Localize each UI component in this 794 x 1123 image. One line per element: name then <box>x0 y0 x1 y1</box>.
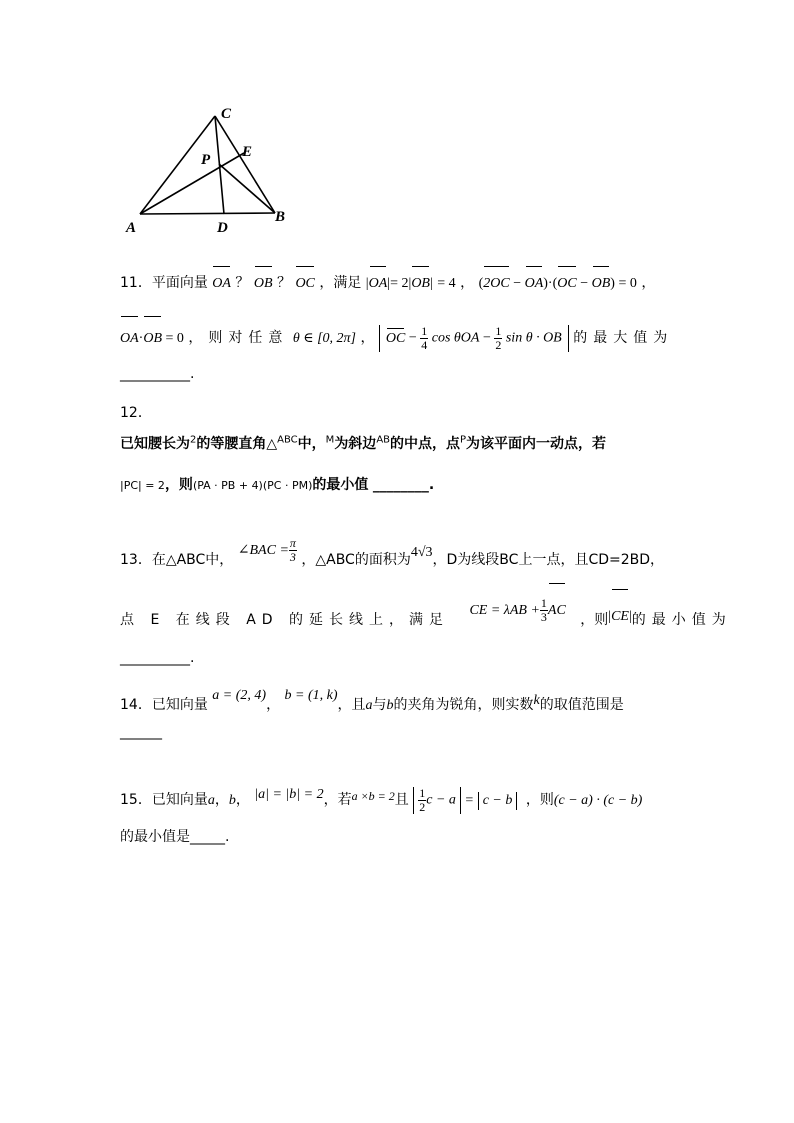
q11-minus-1: − <box>513 276 522 291</box>
q14-text-d: 的取值范围是 <box>539 697 624 713</box>
label-c: C <box>221 106 232 122</box>
q13-text-d: 点 E 在线段 AD 的延长线上，满足 <box>120 612 450 628</box>
q15-comma: ， <box>214 792 229 808</box>
q11-sep2: ？ <box>276 275 291 291</box>
q15-expr1: c − a <box>426 793 456 808</box>
q14-text-b: ，且 <box>337 697 366 713</box>
q13-tail: 的最小值为 <box>631 612 732 628</box>
q13-ce-eq: CE = λAB + <box>469 603 540 618</box>
q13-one: 1 <box>540 595 547 610</box>
q11-prefix: 平面向量 <box>151 275 208 291</box>
q13-number: 13． <box>120 552 152 568</box>
q15-expr2: c − b <box>482 793 513 808</box>
q11-vec-ob: OB <box>254 269 273 299</box>
q15-half-den: 2 <box>419 800 426 815</box>
q14-text-c: 的夹角为锐角，则实数 <box>393 697 534 713</box>
q11-dot-ob: OB <box>143 319 162 359</box>
q15-number: 15． <box>120 792 152 808</box>
q11-max-expr <box>379 325 569 352</box>
q11-mag-end: = 4 <box>437 276 456 291</box>
q13-ce-abs-vec: CE <box>611 592 629 642</box>
q11-cond-lead: ，满足 <box>319 275 362 291</box>
q11-frac-den2: 2 <box>495 338 502 353</box>
q13-angle: ∠BAC = <box>237 543 289 558</box>
q12-line1 <box>120 433 606 453</box>
q14-line1 <box>120 690 624 720</box>
q11-line1 <box>120 268 655 298</box>
q11-dot-oa: OA <box>120 319 139 359</box>
q15-abs-expr2 <box>478 792 518 810</box>
q15-dot: a ×b = 2 <box>351 789 395 803</box>
q12-text-e: 的中点，点 <box>390 436 461 452</box>
q12-m: M <box>325 434 335 446</box>
q14-blank: ______ <box>120 724 162 740</box>
q15-final: (c − a) · (c − b) <box>553 793 643 808</box>
q11-frac-1-2 <box>494 325 502 352</box>
q13-frac-pi-3 <box>289 537 297 564</box>
q12-text-d: 为斜边 <box>334 436 377 452</box>
q11-vec-oc: OC <box>295 269 314 299</box>
q11-eq0: = 0 <box>618 276 637 291</box>
q11-mag-eq: = 2 <box>390 276 409 291</box>
q13-ac: AC <box>548 586 566 636</box>
side-ab <box>140 213 275 214</box>
q14-k: k <box>533 693 540 708</box>
label-d: D <box>217 220 228 236</box>
q11-expr-oc: OC <box>385 331 406 346</box>
q15-vec-b: b <box>228 793 236 808</box>
label-p: P <box>201 152 211 168</box>
q15-mag: |a| = |b| = 2 <box>254 787 324 802</box>
q11-vec-oa: OA <box>212 269 231 299</box>
q14-text-a: 已知向量 <box>151 697 208 713</box>
q11-blank: __________. <box>120 366 195 382</box>
q11-dot-end: = 0 <box>165 331 184 346</box>
q12-blank: ________. <box>372 477 435 493</box>
q11-tail: 的最大值为 <box>573 330 674 346</box>
q13-text-e: ，则 <box>580 612 609 628</box>
q12-number: 12． <box>120 405 152 421</box>
label-e: E <box>242 144 253 160</box>
q11-expr-sin: sin θ · OB <box>505 331 562 346</box>
q15-eq: = <box>465 793 474 808</box>
label-a: A <box>126 220 137 236</box>
q12-expr: (PA · PB + 4)(PC · PM) <box>192 479 313 492</box>
q11-expr-cos: cos θOA <box>431 331 480 346</box>
q15-text-a: 已知向量 <box>151 792 208 808</box>
q15-half-num: 1 <box>419 786 426 801</box>
q15-text-b: ，若 <box>323 792 352 808</box>
q14-a: a <box>365 698 373 713</box>
q14-with: 与 <box>372 697 387 713</box>
q14-comma: ， <box>266 697 281 713</box>
q13-text-b: ，△ABC的面积为 <box>301 552 411 568</box>
q11-expr-minus1: − <box>408 331 417 346</box>
q13-ce-abs: |CE| <box>608 609 632 624</box>
q11-ob-2: OB <box>592 269 611 299</box>
q13-line1 <box>120 535 665 580</box>
segment-pb <box>219 164 275 213</box>
q12-text-f: 为该平面内一动点，若 <box>466 436 607 452</box>
q11-2oc: 2OC <box>483 269 509 299</box>
q11-oc-2: OC <box>557 269 576 299</box>
label-b: B <box>275 209 286 225</box>
q13-text-a: 在△ABC中， <box>151 552 234 568</box>
q13-frac-1-3 <box>540 597 548 624</box>
q13-pi: π <box>289 535 296 550</box>
q12-p: P <box>460 434 467 446</box>
q13-blank: __________. <box>120 650 195 666</box>
q12-text-c: 中， <box>297 436 326 452</box>
q15-line1 <box>120 780 642 820</box>
q15-line2: 的最小值是_____. <box>120 829 230 845</box>
q11-frac-den1: 4 <box>421 338 428 353</box>
q11-frac-num2: 1 <box>495 324 502 339</box>
q13-line2 <box>120 595 732 645</box>
q14-vec-a: a = (2, 4) <box>212 688 267 703</box>
q15-text-d: ，则 <box>525 792 554 808</box>
q11-comma-3: ， <box>360 330 375 346</box>
q11-mag-oa: |OA| <box>366 276 390 291</box>
q11-mag-oa-vec: OA <box>369 269 388 299</box>
q11-sep1: ？ <box>235 275 250 291</box>
q11-minus-2: − <box>580 276 589 291</box>
q15-abs-expr <box>413 787 461 814</box>
q11-frac-1-4 <box>420 325 428 352</box>
segment-ae <box>140 153 244 214</box>
q11-comma-2: ， <box>641 275 656 291</box>
q11-oa-2: OA <box>525 269 544 299</box>
q12-pc-expr: |PC| = 2 <box>120 479 165 492</box>
q12-line2 <box>120 474 434 494</box>
q15-comma2: ， <box>235 792 250 808</box>
q12-text-a: 已知腰长为 <box>120 436 190 452</box>
q12-len: 2 <box>190 434 197 446</box>
q12-abc: ABC <box>277 434 298 446</box>
q11-comma: ， <box>460 275 475 291</box>
q11-expr-minus2: − <box>482 331 491 346</box>
q11-product: (2OC − OA)·(OC − OB) = 0 <box>479 276 637 291</box>
triangle-figure <box>120 100 300 240</box>
q11-frac-num1: 1 <box>421 324 428 339</box>
q11-dot: OA·OB = 0 <box>120 331 184 346</box>
q14-vec-b: b = (1, k) <box>284 688 338 703</box>
q13-three: 3 <box>289 549 296 564</box>
q15-vec-a: a <box>207 793 215 808</box>
q14-number: 14． <box>120 697 152 713</box>
q13-area: 4√3 <box>410 545 433 560</box>
q11-line2 <box>120 318 673 358</box>
q11-number: 11． <box>120 275 152 291</box>
q13-three2: 3 <box>540 609 547 624</box>
q11-theta-range: θ ∈ [0, 2π] <box>292 331 356 346</box>
q11-mag-ob-vec: OB <box>411 269 430 299</box>
q12-ab: AB <box>376 434 391 446</box>
q11-any-text: ，则对任意 <box>188 330 289 346</box>
q12-tail: 的最小值 <box>312 477 369 493</box>
q12-text-b: 的等腰直角△ <box>196 436 278 452</box>
q11-mag-ob: |OB| <box>409 276 433 291</box>
q14-b: b <box>386 698 394 713</box>
q13-text-c: ，D为线段BC上一点，且CD=2BD， <box>432 552 665 568</box>
q12-then: ，则 <box>164 477 193 493</box>
q15-text-c: 且 <box>394 792 409 808</box>
